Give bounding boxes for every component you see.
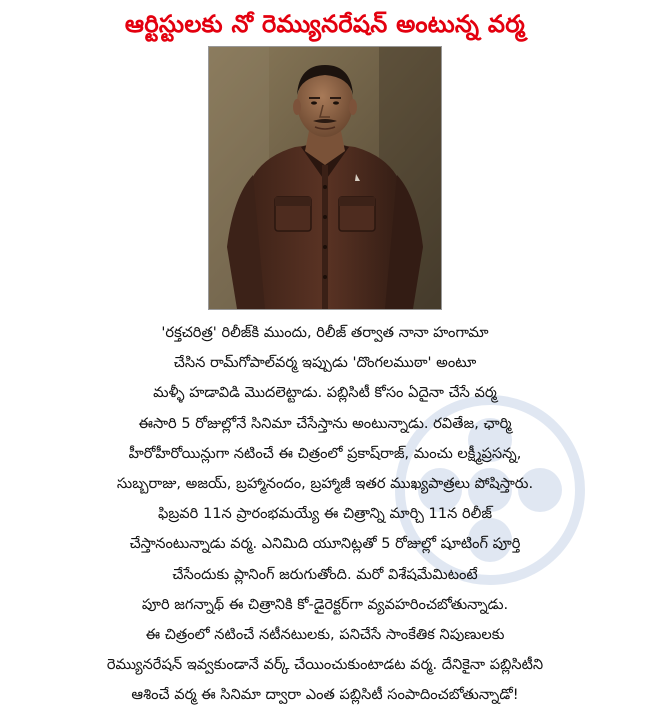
article-line: మళ్ళీ హడావిడి మొదలెట్టాడు. పబ్లిసిటీ కోసం ఏదైనా చేసే వర్మ	[153, 384, 497, 402]
article-line: హీరోహీరోయిన్లుగా నటించే ఈ చిత్రంలో ప్రకాష్‌రాజ్, మంచు లక్ష్మీప్రసన్న,	[128, 444, 522, 462]
article-line: చేసిన రామ్‌గోపాల్‌వర్మ ఇప్పుడు 'దొంగలముఠా' అంటూ	[173, 354, 477, 372]
article-line: 'రక్తచరిత్ర' రిలీజ్‌కి ముందు, రిలీజ్ తర్వాత నానా హంగామా	[161, 324, 489, 341]
article-line: చేసేందుకు ప్లానింగ్ జరుగుతోంది. మరో విశేషమేమిటంటే	[172, 565, 478, 583]
article-line: ఈసారి 5 రోజుల్లోనే సినిమా చేసేస్తాను అంటున్నాడు. రవితేజ, ఛార్మి	[138, 414, 512, 432]
article-body	[14, 318, 636, 711]
headline: ఆర్టిస్టులకు నో రెమ్యునరేషన్ అంటున్న వర్మ	[124, 10, 526, 38]
article-line: పూరి జగన్నాథ్ ఈ చిత్రానికి కో-డైరెక్టర్‌గా వ్యవహరించబోతున్నాడు.	[141, 595, 509, 613]
article-line: చేస్తానంటున్నాడు వర్మ. ఎనిమిది యూనిట్లతో 5 రోజుల్లో షూటింగ్ పూర్తి	[129, 535, 521, 553]
article-line: రెమ్యునరేషన్ ఇవ్వకుండానే వర్క్ చేయించుకుంటాడట వర్మ. దేనికైనా పబ్లిసిటీని	[106, 656, 544, 674]
article-line: ఈ చిత్రంలో నటించే నటీనటులకు, పనిచేసే సాంకేతిక నిపుణులకు	[145, 626, 505, 644]
article-line: ఆశించే వర్మ ఈ సినిమా ద్వారా ఎంత పబ్లిసిటీ సంపాదించబోతున్నాడో!	[131, 686, 519, 704]
article-line: ఫిబ్రవరి 11న ప్రారంభమయ్యే ఈ చిత్రాన్ని మార్చి 11న రిలీజ్	[157, 505, 493, 523]
portrait-photo	[208, 46, 442, 310]
article-line: సుబ్బరాజు, అజయ్, బ్రహ్మానందం, బ్రహ్మాజీ ఇతర ముఖ్యపాత్రలు పోషిస్తారు.	[116, 475, 534, 493]
